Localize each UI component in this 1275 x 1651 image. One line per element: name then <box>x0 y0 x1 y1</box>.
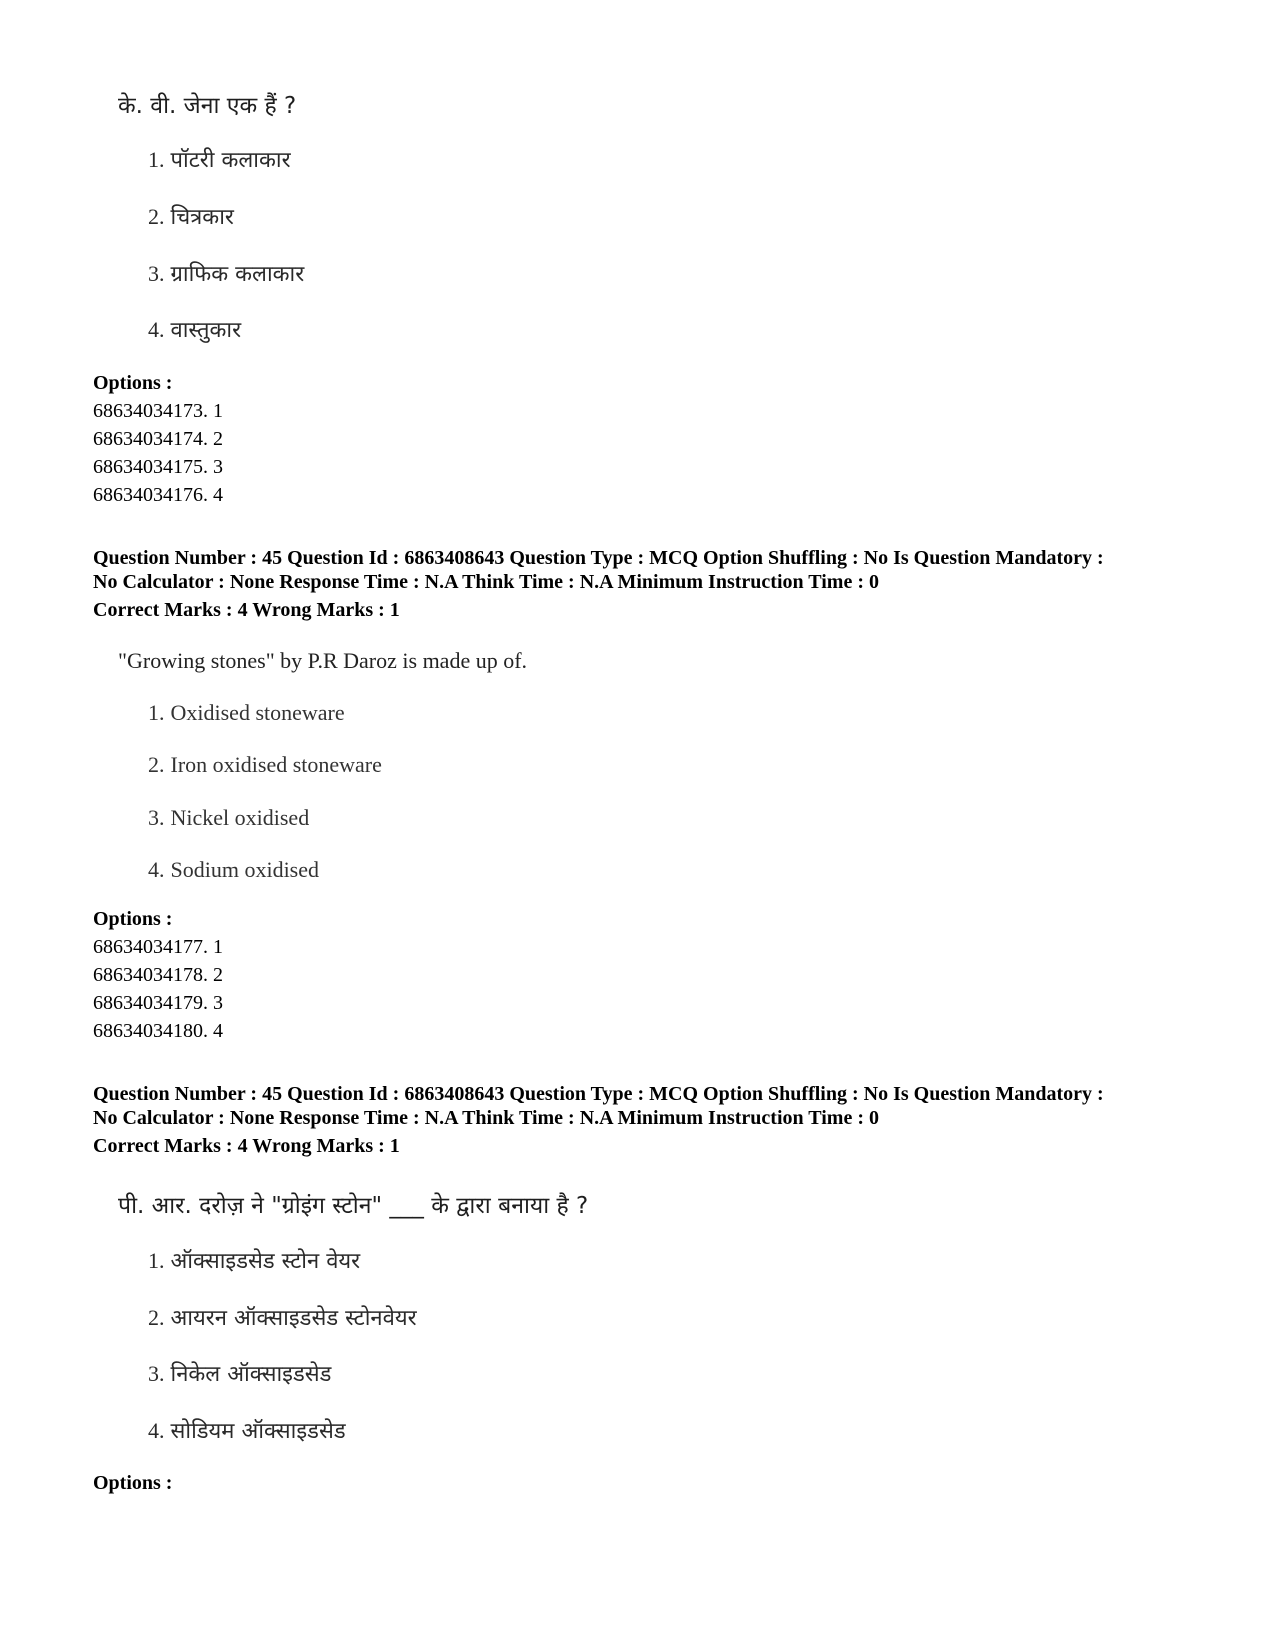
marks-line: Correct Marks : 4 Wrong Marks : 1 <box>93 1135 400 1157</box>
choice-item <box>148 752 382 778</box>
choice-item <box>148 144 291 174</box>
option-id-line: 68634034174. 2 <box>93 428 223 450</box>
choice-item <box>148 857 319 883</box>
options-label: Options : <box>93 372 173 394</box>
choice-number: 1. <box>148 147 165 172</box>
option-id-line: 68634034179. 3 <box>93 992 223 1014</box>
question-meta <box>93 546 1104 594</box>
marks-line: Correct Marks : 4 Wrong Marks : 1 <box>93 599 400 621</box>
question-meta-line: No Calculator : None Response Time : N.A Think Time : N.A Minimum Instruction Time : 0 <box>93 571 879 593</box>
choice-number: 3. <box>148 805 165 830</box>
choice-item <box>148 314 241 344</box>
question-meta <box>93 1082 1104 1130</box>
question-meta-line: No Calculator : None Response Time : N.A Think Time : N.A Minimum Instruction Time : 0 <box>93 1107 879 1129</box>
option-id-line: 68634034173. 1 <box>93 400 223 422</box>
choice-text: Oxidised stoneware <box>170 700 345 725</box>
choice-number: 2. <box>148 1305 165 1330</box>
options-label: Options : <box>93 908 173 930</box>
choice-item <box>148 1245 360 1275</box>
question-text: पी. आर. दरोज़ ने "ग्रोइंग स्टोन" ___ के द्वारा बनाया है ? <box>118 1193 589 1219</box>
choice-text: निकेल ऑक्साइडसेड <box>170 1362 332 1387</box>
choice-text: वास्तुकार <box>170 318 242 343</box>
question-meta-line: Question Number : 45 Question Id : 6863408643 Question Type : MCQ Option Shuffling : No Is Question Mandatory : <box>93 1083 1104 1105</box>
choice-text: सोडियम ऑक्साइडसेड <box>170 1419 346 1444</box>
option-id-line: 68634034176. 4 <box>93 484 223 506</box>
question-text: के. वी. जेना एक हैं ? <box>118 93 297 119</box>
choice-number: 3. <box>148 1361 165 1386</box>
choice-item <box>148 1302 417 1332</box>
choice-text: आयरन ऑक्साइडसेड स्टोनवेयर <box>170 1306 417 1331</box>
choice-item <box>148 1358 331 1388</box>
choice-text: चित्रकार <box>170 205 234 230</box>
choice-text: Iron oxidised stoneware <box>170 752 382 777</box>
choice-item <box>148 1415 346 1445</box>
choice-item <box>148 258 304 288</box>
choice-text: ऑक्साइडसेड स्टोन वेयर <box>170 1249 361 1274</box>
choice-text: ग्राफिक कलाकार <box>170 262 305 287</box>
options-label: Options : <box>93 1472 173 1494</box>
question-text: "Growing stones" by P.R Daroz is made up of. <box>118 648 528 673</box>
choice-text: Sodium oxidised <box>170 857 320 882</box>
choice-number: 1. <box>148 1248 165 1273</box>
option-id-line: 68634034180. 4 <box>93 1020 223 1042</box>
option-id-line: 68634034175. 3 <box>93 456 223 478</box>
choice-number: 2. <box>148 204 165 229</box>
choice-number: 4. <box>148 317 165 342</box>
option-id-line: 68634034178. 2 <box>93 964 223 986</box>
choice-item <box>148 700 345 726</box>
option-id-line: 68634034177. 1 <box>93 936 223 958</box>
choice-number: 4. <box>148 857 165 882</box>
choice-number: 1. <box>148 700 165 725</box>
choice-text: पॉटरी कलाकार <box>170 148 291 173</box>
choice-text: Nickel oxidised <box>170 805 310 830</box>
question-meta-line: Question Number : 45 Question Id : 6863408643 Question Type : MCQ Option Shuffling : No Is Question Mandatory : <box>93 547 1104 569</box>
choice-item <box>148 201 234 231</box>
choice-number: 2. <box>148 752 165 777</box>
choice-number: 3. <box>148 261 165 286</box>
choice-number: 4. <box>148 1418 165 1443</box>
choice-item <box>148 805 309 831</box>
